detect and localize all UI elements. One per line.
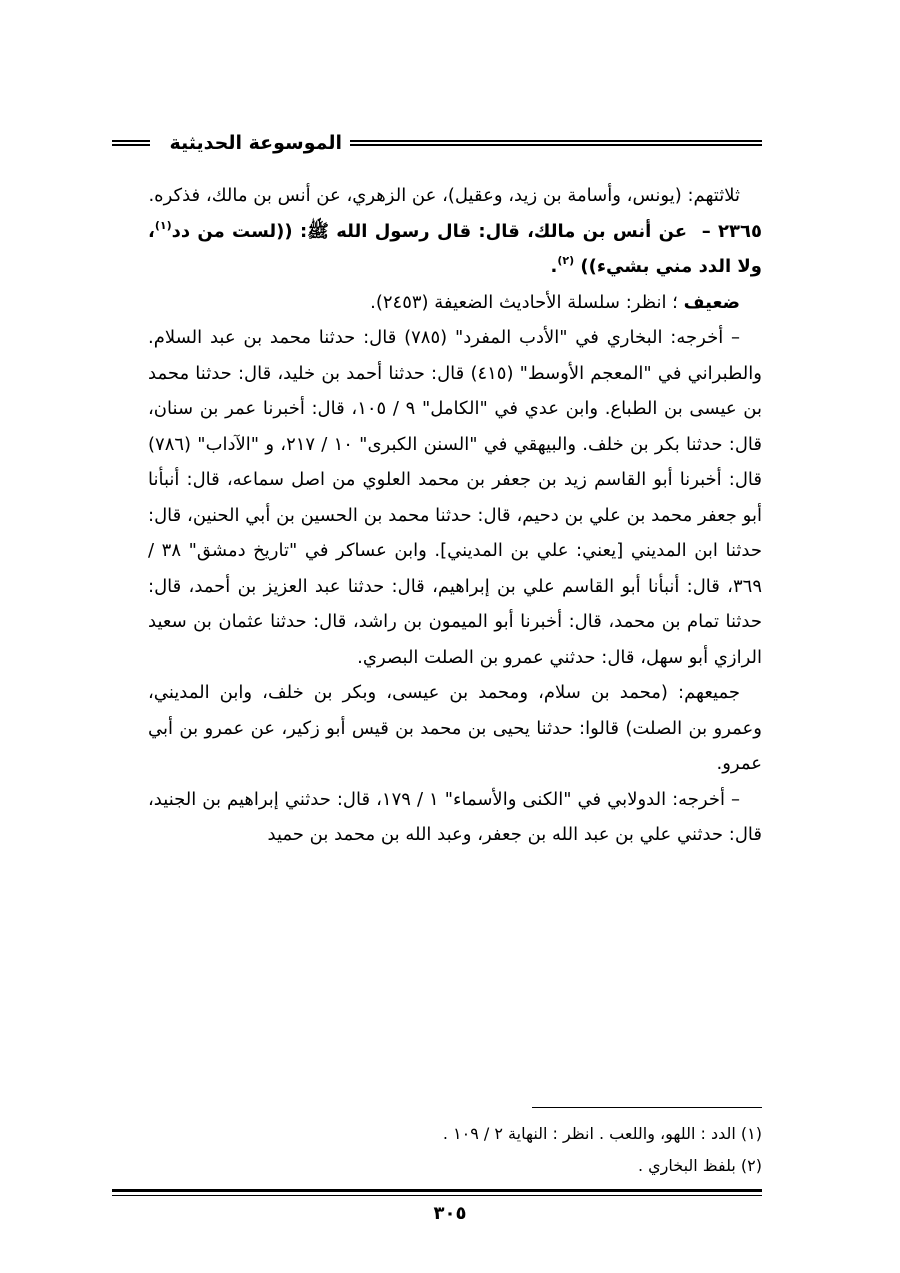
takhrij-paragraph: – أخرجه: البخاري في "الأدب المفرد" (٧٨٥) قال: حدثنا محمد بن عبد السلام. والطبراني في "المعجم الأوسط" (٤١٥) قال: حدثنا أحمد بن خليد، قال: حدثنا محمد بن عيسى بن الطباع. وابن عدي في "الكامل" ٩ / ١٠٥، قال: أخبرنا عمر بن سنان، قال: حدثنا بكر بن خلف. والبيهقي في "السنن الكبرى" ١٠ / ٢١٧، و "الآداب" (٧٨٦) قال: أخبرنا أبو القاسم زيد بن جعفر بن محمد العلوي من اصل سماعه، قال: أنبأنا أبو جعفر محمد بن علي بن دحيم، قال: حدثنا محمد بن الحسين بن أبي الحنين، قال: حدثنا ابن المديني [يعني: علي بن المديني]. وابن عساكر في "تاريخ دمشق" ٣٨ / ٣٦٩، قال: أنبأنا أبو القاسم علي بن إبراهيم، قال: حدثنا عبد العزيز بن أحمد، قال: حدثنا تمام بن محمد، قال: أخبرنا أبو الميمون بن راشد، قال: حدثنا عثمان بن سعيد الرازي أبو سهل، قال: حدثني عمرو بن الصلت البصري. xyxy=(148,327,763,668)
footnotes xyxy=(148,1118,762,1182)
grade-label: ضعيف xyxy=(683,291,740,313)
hadith-number: ٢٣٦٥ – xyxy=(701,220,762,242)
grade-paragraph xyxy=(148,285,762,321)
hadith-text-end: . xyxy=(550,256,558,277)
paragraph-chain: ثلاثتهم: (يونس، وأسامة بن زيد، وعقيل)، عن الزهري، عن أنس بن مالك، فذكره. xyxy=(148,185,740,206)
page-number: ٣٠٥ xyxy=(433,1203,467,1224)
hadith-text-cont: ، ولا الدد مني بشيء)) xyxy=(148,220,762,277)
takhrij-paragraph-2: – أخرجه: الدولابي في "الكنى والأسماء" ١ / ١٧٩، قال: حدثني إبراهيم بن الجنيد، قال: حدثني علي بن عبد الله بن جعفر، وعبد الله بن محمد بن حميد xyxy=(148,788,762,845)
hadith-text: عن أنس بن مالك، قال: قال رسول الله ﷺ: ((لست من دد xyxy=(171,220,688,242)
footnote-1: (١) الدد : اللهو، واللعب . انظر : النهاية ٢ / ١٠٩ . xyxy=(442,1124,762,1143)
running-header xyxy=(112,128,762,160)
footnote-separator xyxy=(532,1107,762,1108)
hadith-paragraph xyxy=(148,214,762,285)
summary-paragraph: جميعهم: (محمد بن سلام، ومحمد بن عيسى، وبكر بن خلف، وابن المديني، وعمرو بن الصلت) قالوا: حدثنا يحيى بن محمد بن قيس أبو زكير، عن عمرو بن أبي عمرو. xyxy=(148,682,762,774)
footnote-2: (٢) بلفظ البخاري . xyxy=(637,1156,762,1175)
footnote-ref-2: (٢) xyxy=(557,254,575,267)
grade-text: ؛ انظر: سلسلة الأحاديث الضعيفة (٢٤٥٣). xyxy=(370,291,678,313)
header-rule-right xyxy=(350,140,762,146)
header-rule-left xyxy=(112,140,150,146)
footer-rule xyxy=(112,1189,762,1196)
footnote-ref-1: (١) xyxy=(154,218,172,232)
header-title: الموسوعة الحديثية xyxy=(169,132,342,154)
main-text xyxy=(148,178,762,853)
